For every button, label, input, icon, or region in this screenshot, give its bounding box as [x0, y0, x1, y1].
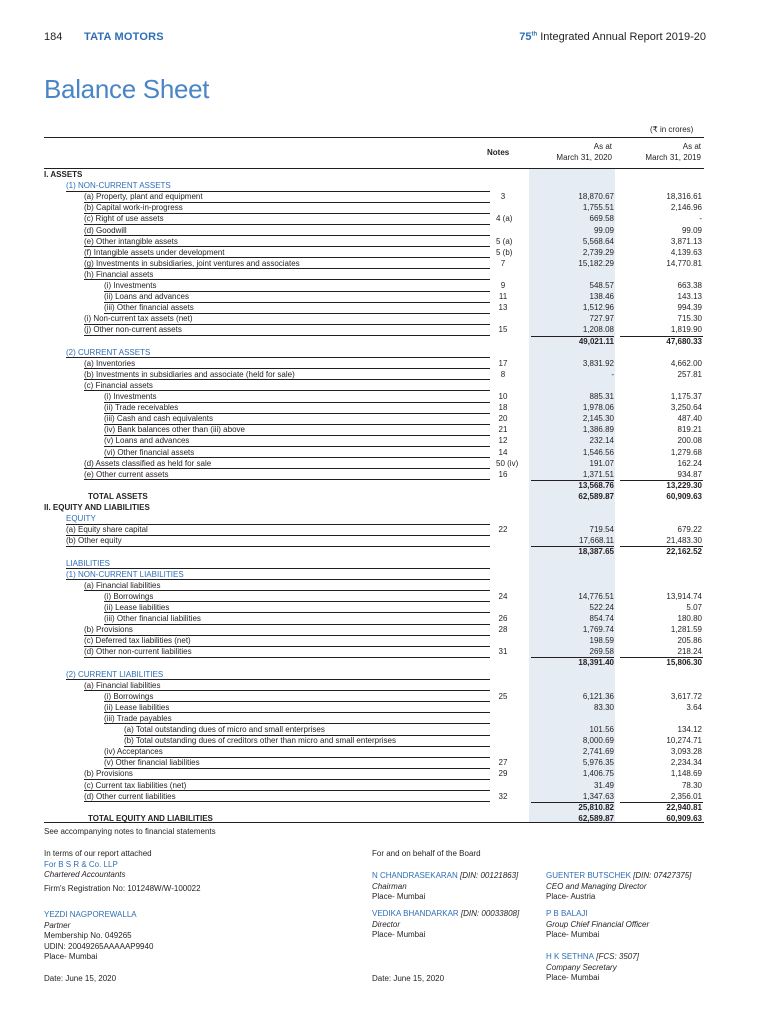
table-row: [44, 180, 704, 191]
row-value-current: 1,386.89: [582, 425, 614, 435]
table-row: [44, 691, 704, 702]
row-label: (f) Intangible assets under development: [84, 247, 225, 257]
row-value-previous: -: [699, 214, 702, 224]
row-value-previous: 13,914.74: [666, 591, 702, 601]
row-value-previous: 663.38: [677, 281, 702, 290]
table-row: [44, 757, 704, 768]
row-label: (e) Other intangible assets: [84, 236, 178, 246]
row-value-current: 522.24: [589, 602, 614, 612]
row-value-current: 13,568.76: [578, 480, 614, 490]
row-value-current: -: [611, 369, 614, 379]
table-row: [44, 746, 704, 757]
table-row: [44, 724, 704, 735]
subtotal-row: [44, 546, 704, 557]
table-row: [44, 713, 704, 724]
row-label: (i) Investments: [104, 281, 157, 290]
row-value-current: 138.46: [589, 292, 614, 302]
table-row: [44, 580, 704, 591]
page-number: 184: [44, 31, 63, 43]
firm-name: For B S R & Co. LLP: [44, 859, 118, 869]
row-note: 5 (a): [496, 236, 513, 246]
table-row: [44, 602, 704, 613]
row-value-previous: 2,356.01: [670, 791, 702, 801]
subtotal-row: [44, 336, 704, 347]
row-note: 16: [498, 469, 508, 479]
row-value-previous: 22,940.81: [666, 802, 702, 812]
table-row: [44, 502, 704, 513]
subtotal-rule: [531, 802, 614, 803]
row-value-current: 1,546.56: [582, 447, 614, 457]
row-label: (2) CURRENT ASSETS: [66, 347, 151, 357]
row-value-current: 669.58: [589, 214, 614, 224]
row-value-previous: 4,662.00: [670, 358, 702, 368]
table-row: [44, 591, 704, 602]
row-label: (1) NON-CURRENT ASSETS: [66, 181, 171, 191]
subtotal-rule: [620, 546, 703, 547]
chairman-block: [372, 871, 518, 903]
row-value-current: 1,978.06: [582, 403, 614, 413]
row-value-current: 5,568.64: [582, 236, 614, 246]
row-label: (ii) Trade receivables: [104, 403, 179, 413]
header-rule-top: [44, 137, 704, 138]
row-note: 29: [498, 769, 508, 779]
subtotal-rule: [531, 336, 614, 337]
table-row: [44, 535, 704, 546]
row-label: (iii) Other financial liabilities: [104, 614, 201, 623]
chairman-name: N CHANDRASEKARAN: [372, 871, 458, 880]
row-note: 20: [498, 414, 508, 424]
subtotal-row: [44, 802, 704, 813]
row-value-previous: 1,148.69: [670, 769, 702, 779]
row-label: (i) Borrowings: [104, 691, 154, 701]
row-label: (e) Other current assets: [84, 469, 169, 479]
row-value-current: 1,371.51: [582, 469, 614, 479]
row-value-current: 2,739.29: [582, 247, 614, 257]
row-note: 18: [498, 403, 508, 413]
table-row: [44, 347, 704, 358]
current-year-column-header: [530, 141, 612, 163]
row-note: 10: [498, 392, 508, 401]
row-value-current: 99.09: [593, 225, 614, 235]
row-label: TOTAL ASSETS: [88, 491, 148, 501]
row-label: (2) CURRENT LIABILITIES: [66, 669, 164, 679]
row-value-previous: 60,909.63: [666, 813, 702, 823]
secretary-din: [FCS: 3507]: [594, 952, 639, 961]
row-label: (c) Current tax liabilities (net): [84, 780, 187, 790]
row-note: 17: [498, 358, 508, 368]
row-value-current: 1,769.74: [582, 625, 614, 635]
row-value-previous: 257.81: [677, 369, 702, 379]
row-note: 14: [498, 447, 508, 457]
partner-block: [44, 910, 153, 963]
row-label: (a) Property, plant and equipment: [84, 192, 203, 202]
row-label: (b) Provisions: [84, 625, 133, 635]
row-note: 31: [498, 647, 508, 657]
cfo-name: P B BALAJI: [546, 909, 588, 918]
row-value-previous: 1,281.59: [670, 625, 702, 635]
row-value-previous: 715.30: [677, 314, 702, 324]
director-din: [DIN: 00033808]: [458, 909, 520, 918]
row-label: (b) Total outstanding dues of creditors other than micro and small enterprises: [124, 736, 396, 746]
row-label: (iii) Cash and cash equivalents: [104, 414, 213, 424]
row-value-previous: 679.22: [677, 525, 702, 535]
row-label: (v) Loans and advances: [104, 436, 190, 446]
membership-number: Membership No. 049265: [44, 931, 132, 940]
row-value-previous: 180.80: [677, 614, 702, 623]
previous-year-column-header: [619, 141, 701, 163]
row-value-previous: 21,483.30: [666, 536, 702, 546]
row-label: (iv) Bank balances other than (iii) above: [104, 425, 245, 435]
ceo-place: Place- Austria: [546, 892, 596, 901]
row-value-current: 8,000.69: [582, 736, 614, 746]
row-note: 12: [498, 436, 508, 446]
row-label: (b) Capital work-in-progress: [84, 203, 183, 213]
row-value-current: 14,776.51: [578, 591, 614, 601]
table-row: [44, 280, 704, 291]
row-label: (a) Total outstanding dues of micro and small enterprises: [124, 725, 325, 734]
row-value-current: 49,021.11: [578, 336, 614, 346]
notes-column-header: Notes: [487, 148, 510, 157]
row-note: 21: [498, 425, 508, 435]
row-value-current: 17,668.11: [579, 536, 614, 546]
secretary-place: Place- Mumbai: [546, 973, 600, 982]
row-value-previous: 3.64: [686, 702, 702, 712]
row-label: (d) Assets classified as held for sale: [84, 458, 212, 468]
row-value-current: 18,870.67: [578, 192, 614, 202]
row-value-current: 854.74: [589, 614, 614, 623]
table-row: [44, 313, 704, 324]
row-value-previous: 2,234.34: [670, 758, 702, 768]
row-value-previous: 819.21: [677, 425, 702, 435]
row-value-previous: 1,819.90: [670, 325, 702, 335]
table-row: [44, 369, 704, 380]
row-value-previous: 14,770.81: [666, 258, 702, 268]
row-note: 22: [498, 525, 508, 535]
report-prefix: 75: [519, 31, 532, 43]
row-value-previous: 3,871.13: [670, 236, 702, 246]
table-row: [44, 735, 704, 746]
row-value-current: 62,589.87: [578, 813, 614, 823]
current-year-label-2: March 31, 2020: [556, 153, 612, 162]
row-label: (b) Other equity: [66, 536, 122, 546]
director-name: VEDIKA BHANDARKAR: [372, 909, 459, 918]
row-value-previous: 218.24: [677, 647, 702, 657]
table-row: [44, 791, 704, 802]
cfo-place: Place- Mumbai: [546, 930, 600, 939]
row-label: (c) Financial assets: [84, 380, 153, 390]
row-value-current: 548.57: [589, 281, 614, 290]
table-row: [44, 324, 704, 335]
row-value-current: 101.56: [589, 725, 614, 734]
row-value-current: 1,347.63: [582, 791, 614, 801]
partner-role: Partner: [44, 920, 71, 930]
chairman-place: Place- Mumbai: [372, 892, 426, 901]
board-date: Date: June 15, 2020: [372, 974, 445, 983]
row-label: (a) Financial liabilities: [84, 580, 161, 590]
subtotal-rule: [531, 657, 614, 658]
row-value-previous: 3,250.64: [670, 403, 702, 413]
row-value-current: 269.58: [589, 647, 614, 657]
secretary-name: H K SETHNA: [546, 952, 595, 961]
ceo-block: [546, 871, 691, 903]
table-row: [44, 624, 704, 635]
row-note: 28: [498, 625, 508, 635]
row-value-previous: 18,316.61: [666, 192, 702, 202]
row-label: (ii) Lease liabilities: [104, 602, 170, 612]
row-value-current: 2,741.69: [582, 747, 614, 757]
row-label: II. EQUITY AND LIABILITIES: [44, 503, 150, 512]
table-row: [44, 524, 704, 535]
table-row: [44, 558, 704, 569]
row-note: 7: [500, 258, 506, 268]
row-value-previous: 934.87: [677, 469, 702, 479]
row-value-current: 727.97: [589, 314, 614, 324]
row-value-previous: 1,279.68: [670, 447, 702, 457]
row-value-previous: 143.13: [677, 292, 702, 302]
row-value-current: 1,512.96: [582, 303, 614, 313]
auditor-date: Date: June 15, 2020: [44, 974, 117, 983]
chairman-din: [DIN: 00121863]: [457, 871, 519, 880]
row-value-previous: 487.40: [677, 414, 702, 424]
row-value-current: 885.31: [589, 392, 614, 401]
row-value-current: 1,406.75: [582, 769, 614, 779]
row-label: (a) Inventories: [84, 358, 136, 368]
row-value-current: 1,208.08: [582, 325, 614, 335]
row-label: (v) Other financial liabilities: [104, 758, 200, 768]
row-label: (h) Financial assets: [84, 269, 154, 279]
row-label: (a) Financial liabilities: [84, 680, 161, 690]
cfo-role: Group Chief Financial Officer: [546, 919, 650, 929]
row-value-current: 198.59: [589, 636, 614, 646]
row-label: (c) Right of use assets: [84, 214, 164, 224]
table-row: [44, 458, 704, 469]
ceo-role: CEO and Managing Director: [546, 881, 647, 891]
table-row: [44, 169, 704, 180]
row-label: (i) Non-current tax assets (net): [84, 314, 193, 324]
table-row: [44, 646, 704, 657]
subtotal-rule: [531, 480, 614, 481]
row-value-current: 191.07: [589, 458, 614, 468]
ceo-din: [DIN: 07427375]: [630, 871, 692, 880]
row-value-current: 18,387.65: [578, 547, 614, 557]
row-label: (iii) Trade payables: [104, 713, 172, 723]
table-bottom-rule: [44, 822, 704, 823]
row-note: 8: [500, 369, 506, 379]
row-label: (iii) Other financial assets: [104, 303, 194, 313]
row-label: (iv) Acceptances: [104, 747, 163, 757]
row-note: 32: [498, 791, 508, 801]
row-value-current: 62,589.87: [578, 491, 614, 501]
subtotal-rule: [620, 802, 703, 803]
table-row: [44, 269, 704, 280]
footnote: See accompanying notes to financial statements: [44, 827, 216, 836]
table-row: [44, 358, 704, 369]
table-row: [44, 569, 704, 580]
row-note: 50 (iv): [496, 458, 519, 468]
row-label: LIABILITIES: [66, 558, 111, 568]
row-value-previous: 10,274.71: [666, 736, 702, 746]
row-value-current: 6,121.36: [582, 691, 614, 701]
row-label: (j) Other non-current assets: [84, 325, 182, 335]
table-row: [44, 225, 704, 236]
current-year-label-1: As at: [593, 142, 612, 151]
secretary-role: Company Secretary: [546, 962, 617, 972]
table-row: [44, 635, 704, 646]
row-value-previous: 205.86: [677, 636, 702, 646]
table-row: [44, 302, 704, 313]
table-row: [44, 435, 704, 446]
table-row: [44, 236, 704, 247]
udin: UDIN: 20049265AAAAAP9940: [44, 941, 154, 951]
table-row: [44, 191, 704, 202]
row-value-previous: 3,617.72: [670, 691, 702, 701]
table-row: [44, 669, 704, 680]
row-note: 25: [498, 691, 508, 701]
row-value-previous: 4,139.63: [670, 247, 702, 257]
row-value-previous: 3,093.28: [670, 747, 702, 757]
row-label: (i) Borrowings: [104, 591, 154, 601]
row-note: 13: [498, 303, 508, 313]
partner-name: YEZDI NAGPOREWALLA: [44, 910, 137, 919]
row-value-current: 5,976.35: [582, 758, 614, 768]
row-note: 15: [498, 325, 508, 335]
row-value-previous: 15,806.30: [666, 658, 702, 668]
row-label: (i) Investments: [104, 392, 157, 401]
previous-year-label-1: As at: [682, 142, 701, 151]
report-reference: In terms of our report attached: [44, 849, 152, 858]
row-value-current: 83.30: [593, 702, 614, 712]
row-label: (g) Investments in subsidiaries, joint ventures and associates: [84, 258, 300, 268]
report-title-text: Integrated Annual Report 2019-20: [540, 31, 706, 43]
row-value-previous: 13,229.30: [666, 480, 702, 490]
table-row: [44, 513, 704, 524]
row-value-previous: 162.24: [677, 458, 702, 468]
row-value-current: 2,145.30: [582, 414, 614, 424]
report-title: [519, 31, 706, 43]
brand-logo: TATA MOTORS: [84, 31, 164, 43]
row-value-current: 3,831.92: [582, 358, 614, 368]
table-row: [44, 213, 704, 224]
table-row: [44, 768, 704, 779]
table-row: [44, 247, 704, 258]
chairman-role: Chairman: [372, 881, 407, 891]
firm-registration: Firm's Registration No: 101248W/W-100022: [44, 883, 201, 893]
table-row: [44, 780, 704, 791]
secretary-block: [546, 952, 639, 984]
row-label: (ii) Loans and advances: [104, 292, 189, 302]
firm-type: Chartered Accountants: [44, 870, 126, 879]
row-value-previous: 78.30: [681, 780, 702, 790]
table-row: [44, 613, 704, 624]
row-value-current: 1,755.51: [582, 203, 614, 213]
table-row: [44, 202, 704, 213]
row-label: (vi) Other financial assets: [104, 447, 195, 457]
table-row: [44, 469, 704, 480]
currency-note: (₹ in crores): [650, 125, 694, 134]
row-value-previous: 200.08: [677, 436, 702, 446]
director-block: [372, 909, 519, 941]
row-value-previous: 134.12: [677, 725, 702, 734]
row-label: (ii) Lease liabilities: [104, 702, 170, 712]
row-note: 11: [498, 292, 508, 302]
director-role: Director: [372, 919, 401, 929]
page-title: Balance Sheet: [44, 74, 210, 104]
row-value-previous: 47,680.33: [666, 336, 702, 346]
row-note: 26: [498, 614, 508, 623]
table-row: [44, 680, 704, 691]
row-value-previous: 60,909.63: [666, 491, 702, 501]
table-row: [44, 447, 704, 458]
row-label: (d) Other current liabilities: [84, 791, 176, 801]
table-row: [44, 702, 704, 713]
row-value-current: 31.49: [593, 780, 614, 790]
row-label: (c) Deferred tax liabilities (net): [84, 636, 191, 646]
row-value-previous: 1,175.37: [670, 392, 702, 401]
row-value-previous: 5.07: [686, 602, 702, 612]
subtotal-row: [44, 480, 704, 491]
row-label: (a) Equity share capital: [66, 525, 148, 535]
row-label: (b) Provisions: [84, 769, 133, 779]
row-note: 24: [498, 591, 508, 601]
table-row: [44, 402, 704, 413]
row-value-current: 719.54: [589, 525, 614, 535]
row-value-current: 232.14: [589, 436, 614, 446]
subtotal-row: [44, 657, 704, 668]
cfo-block: [546, 909, 649, 941]
subtotal-rule: [620, 480, 703, 481]
row-note: 3: [500, 192, 506, 202]
table-row: [44, 380, 704, 391]
row-note: 9: [500, 281, 506, 290]
row-value-current: 15,182.29: [578, 258, 614, 268]
previous-year-label-2: March 31, 2019: [645, 153, 701, 162]
row-note: 4 (a): [496, 214, 513, 224]
row-label: (b) Investments in subsidiaries and associate (held for sale): [84, 369, 295, 379]
table-row: [44, 413, 704, 424]
subtotal-rule: [620, 336, 703, 337]
subtotal-rule: [620, 657, 703, 658]
table-row: [44, 491, 704, 502]
table-row: [44, 258, 704, 269]
row-value-previous: 99.09: [681, 225, 702, 235]
row-label: (d) Other non-current liabilities: [84, 647, 192, 657]
table-row: [44, 291, 704, 302]
row-note: 5 (b): [496, 247, 513, 257]
row-label: I. ASSETS: [44, 170, 83, 179]
row-value-previous: 994.39: [677, 303, 702, 313]
subtotal-rule: [531, 546, 614, 547]
row-label: TOTAL EQUITY AND LIABILITIES: [88, 813, 213, 823]
partner-place: Place- Mumbai: [44, 952, 98, 961]
row-note: 27: [498, 758, 508, 768]
table-row: [44, 391, 704, 402]
row-label: EQUITY: [66, 514, 96, 524]
row-value-previous: 22,162.52: [666, 547, 702, 557]
ceo-name: GUENTER BUTSCHEK: [546, 871, 631, 880]
row-label: (1) NON-CURRENT LIABILITIES: [66, 569, 184, 579]
row-value-current: 25,810.82: [578, 802, 614, 812]
board-line: For and on behalf of the Board: [372, 849, 481, 858]
auditor-block: [44, 849, 201, 894]
table-row: [44, 424, 704, 435]
director-place: Place- Mumbai: [372, 930, 426, 939]
row-value-previous: 2,146.96: [670, 203, 702, 213]
row-label: (d) Goodwill: [84, 225, 127, 235]
report-superscript: th: [531, 31, 538, 38]
row-value-current: 18,391.40: [578, 658, 614, 668]
